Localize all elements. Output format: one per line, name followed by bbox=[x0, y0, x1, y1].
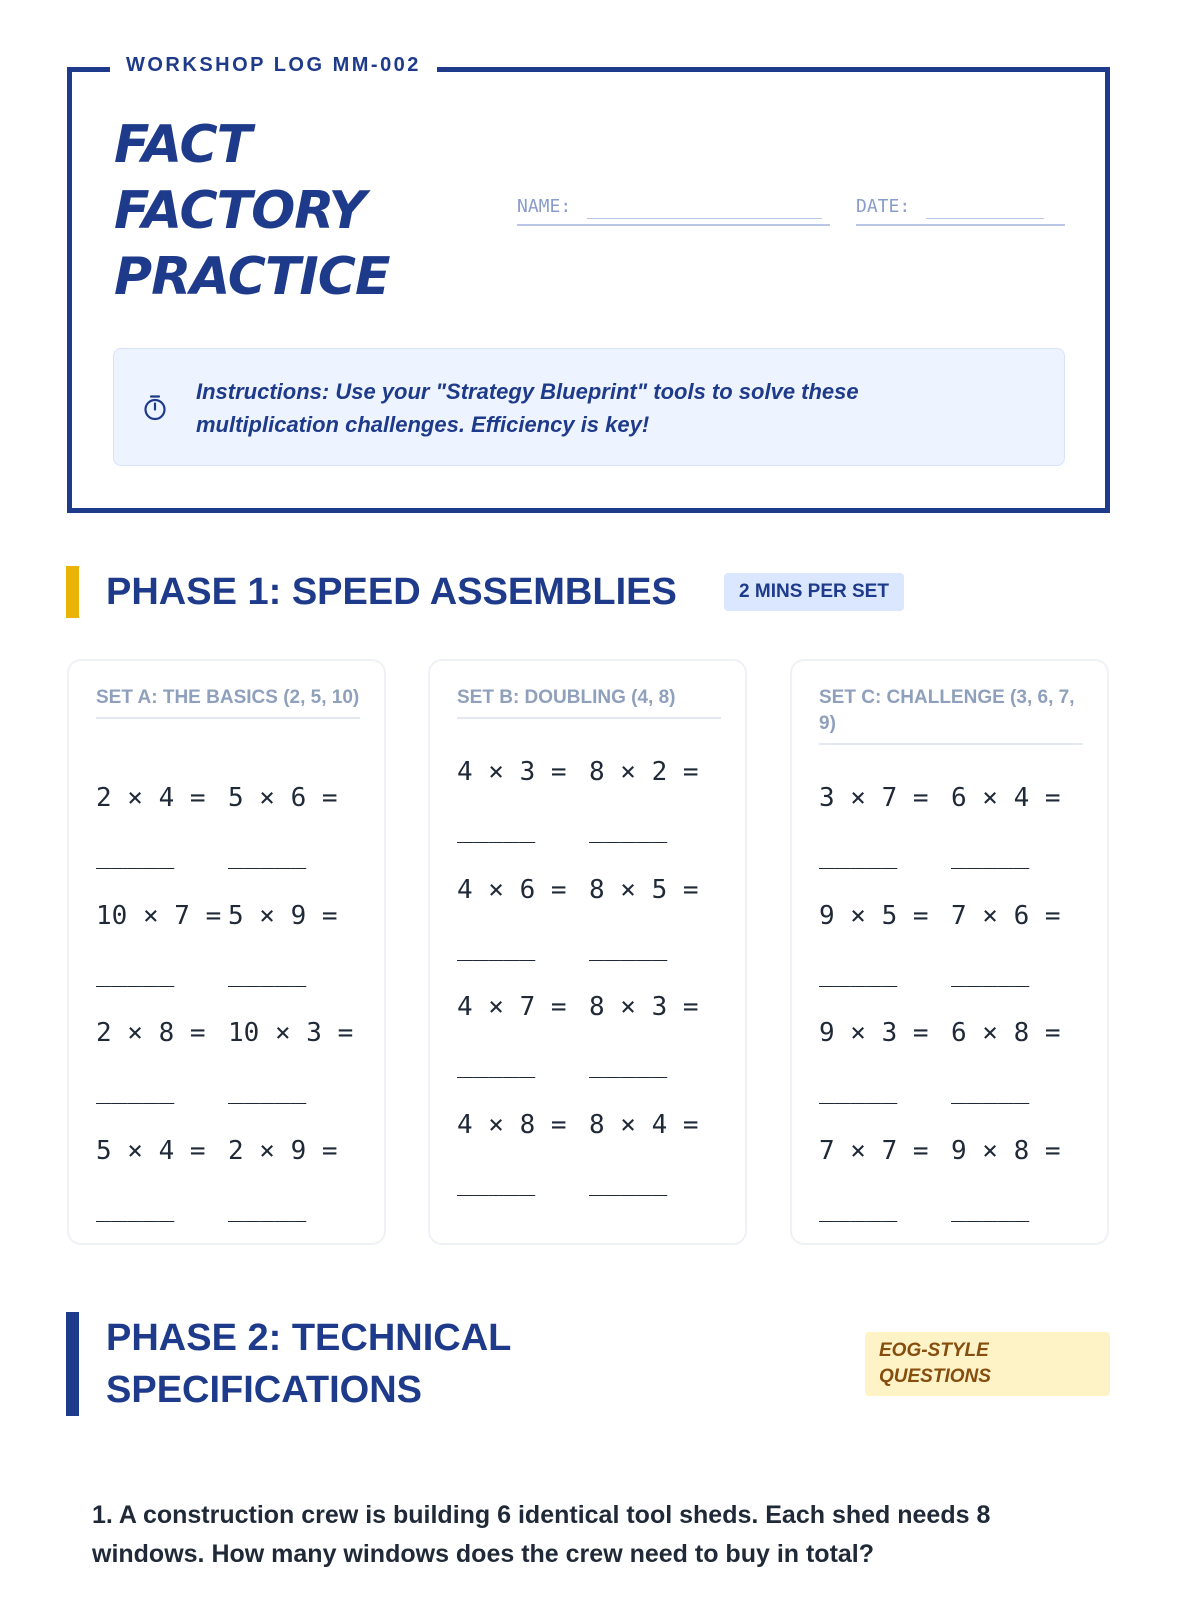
problem[interactable]: 7 × 7 = _____ bbox=[819, 1135, 929, 1223]
problem[interactable]: 3 × 7 = _____ bbox=[819, 783, 929, 870]
phase2-title-line: PHASE 2: TECHNICAL bbox=[106, 1317, 512, 1359]
problem[interactable]: 4 × 8 = _____ bbox=[457, 1109, 567, 1197]
eog-badge-line: QUESTIONS bbox=[879, 1366, 991, 1387]
name-field[interactable] bbox=[517, 196, 830, 226]
instructions-box bbox=[113, 348, 1065, 466]
date-line bbox=[926, 218, 1044, 219]
title-line: FACT bbox=[114, 115, 252, 175]
problem[interactable]: 8 × 5 = _____ bbox=[589, 874, 699, 962]
problem[interactable]: 9 × 8 = _____ bbox=[951, 1135, 1061, 1223]
set-title: SET C: CHALLENGE (3, 6, 7, 9) bbox=[819, 685, 1083, 745]
problem[interactable]: 4 × 6 = _____ bbox=[457, 874, 567, 962]
problem[interactable]: 7 × 6 = _____ bbox=[951, 900, 1061, 988]
problem-grid bbox=[457, 744, 727, 1214]
set-title: SET B: DOUBLING (4, 8) bbox=[457, 685, 721, 719]
problem[interactable]: 2 × 9 = _____ bbox=[228, 1135, 338, 1223]
phase1-accent-bar bbox=[66, 566, 79, 618]
problem[interactable]: 10 × 3 = _____ bbox=[228, 1018, 354, 1105]
problem-grid bbox=[96, 770, 366, 1240]
name-label: NAME: bbox=[517, 196, 572, 217]
instructions-text: Instructions: Use your "Strategy Blueprint" tools to solve these multiplication challenges. Efficiency is key! bbox=[196, 379, 859, 437]
set-card-a bbox=[67, 659, 386, 1245]
problem[interactable]: 9 × 5 = _____ bbox=[819, 900, 929, 988]
set-title: SET A: THE BASICS (2, 5, 10) bbox=[96, 685, 360, 719]
name-line bbox=[587, 218, 822, 219]
set-card-c bbox=[790, 659, 1109, 1245]
word-problem-1: 1. A construction crew is building 6 identical tool sheds. Each shed needs 8 windows. How many windows does the crew need to buy in total? bbox=[92, 1501, 991, 1568]
log-label: WORKSHOP LOG MM-002 bbox=[110, 53, 437, 77]
problem[interactable]: 4 × 7 = _____ bbox=[457, 992, 567, 1079]
problem[interactable]: 8 × 2 = _____ bbox=[589, 757, 699, 844]
phase1-title: PHASE 1: SPEED ASSEMBLIES bbox=[106, 571, 677, 613]
problem[interactable]: 10 × 7 = _____ bbox=[96, 900, 222, 988]
page-title bbox=[114, 112, 474, 310]
problem[interactable]: 6 × 4 = _____ bbox=[951, 783, 1061, 870]
eog-badge-line: EOG-STYLE bbox=[879, 1340, 989, 1361]
date-label: DATE: bbox=[856, 196, 911, 217]
time-badge: 2 MINS PER SET bbox=[724, 573, 904, 611]
problem-grid bbox=[819, 770, 1089, 1240]
title-line: PRACTICE bbox=[114, 247, 390, 307]
problem[interactable]: 9 × 3 = _____ bbox=[819, 1018, 929, 1105]
problem[interactable]: 2 × 8 = _____ bbox=[96, 1018, 206, 1105]
problem[interactable]: 4 × 3 = _____ bbox=[457, 757, 567, 844]
title-line: FACTORY bbox=[114, 181, 366, 241]
eog-badge bbox=[865, 1332, 1110, 1396]
problem[interactable]: 8 × 4 = _____ bbox=[589, 1109, 699, 1197]
problem[interactable]: 6 × 8 = _____ bbox=[951, 1018, 1061, 1105]
problem[interactable]: 2 × 4 = _____ bbox=[96, 783, 206, 870]
problem[interactable]: 8 × 3 = _____ bbox=[589, 992, 699, 1079]
set-card-b bbox=[428, 659, 747, 1245]
problem[interactable]: 5 × 9 = _____ bbox=[228, 900, 338, 988]
problem[interactable]: 5 × 6 = _____ bbox=[228, 783, 338, 870]
phase2-title-line: SPECIFICATIONS bbox=[106, 1369, 422, 1411]
date-field[interactable] bbox=[856, 196, 1065, 226]
phase2-accent-bar bbox=[66, 1312, 79, 1416]
stopwatch-icon bbox=[142, 394, 168, 422]
problem[interactable]: 5 × 4 = _____ bbox=[96, 1135, 206, 1223]
phase2-title bbox=[106, 1312, 511, 1416]
